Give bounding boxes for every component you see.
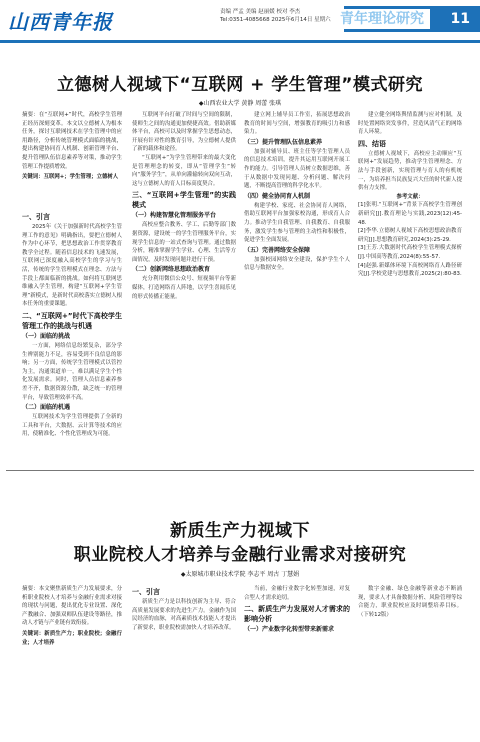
header-rule (0, 40, 480, 43)
section-heading: 一、引言 (22, 213, 50, 221)
article1-column-4 (358, 111, 462, 461)
section-heading: 二、“互联网+”时代下高校学生管理工作的挑战与机遇 (22, 311, 122, 330)
section-heading: 四、结语 (358, 139, 386, 148)
article1-abstract (22, 111, 122, 182)
subsection-heading: （一）产业数字化转型带来新需求 (244, 626, 335, 634)
paragraph: “互联网+”为学生管理带来的最大变化是管理理念的转变，即从“管理学生”转向“服务学生”，从单向灌输转向双向互动，这与立德树人的育人目标高度契合。 (132, 154, 236, 187)
article2-column-2 (132, 585, 236, 735)
references-heading: 参考文献： (396, 193, 424, 200)
paragraph: 2025年《关于加强新时代高校学生管理工作的意见》明确指出，要把立德树人作为中心环节，把思想政治工作贯穿教育教学全过程。随着信息技术的飞速发展，互联网已深度融入高校学生的学习与生活，传统的学生管理模式在理念、方法与手段上都面临新的挑战。如何将互联网思维融入学生管理，构建“互联网+学生管理”新模式，是新时代高校落实立德树人根本任务的重要课题。 (22, 224, 122, 308)
paragraph: 数字金融、绿色金融等新业态不断涌现，要求人才具备数据分析、风险管理等综合能力，职业院校应及时调整培养目标。（下转12版） (358, 586, 462, 618)
reference-item: [2]李华.立德树人视域下高校思想政治教育研究[J].思想教育研究,2024(3):25-29. (358, 228, 462, 243)
paragraph: 建立健全网络舆情监测与应对机制，及时处置网络突发事件，营造风清气正的网络育人环境。 (358, 112, 462, 136)
section-title: 青年理论研究 (336, 9, 430, 29)
paragraph: 当前，金融行业数字化转型加速，对复合型人才需求迫切。 (244, 586, 350, 601)
article2-column-3 (244, 585, 350, 735)
paragraph: 建立网上辅导员工作室，拓展思想政治教育的时间与空间，增强教育的吸引力和感染力。 (244, 112, 350, 136)
paragraph: 充分利用微信公众号、短视频平台等新媒体，打造网络育人阵地，以学生喜闻乐见的形式传播正能量。 (132, 276, 236, 300)
subsection-heading: （一）构建智慧化管理服务平台 (132, 212, 217, 220)
paragraph: 加强校园网络安全建设，保护学生个人信息与数据安全。 (244, 256, 350, 272)
subsection-heading: （一）面临的挑战 (22, 332, 71, 340)
article1-column-1 (22, 210, 122, 462)
keywords: 关键词：新质生产力；职业院校；金融行业；人才培养 (22, 630, 122, 646)
paragraph: 加强对辅导员、班主任等学生管理人员的信息技术培训，提升其运用互联网开展工作的能力。引导管理人员树立数据思维，善于从数据中发现问题、分析问题、解决问题，不断提高管理的科学化水平。 (244, 148, 350, 190)
article1-column-2 (132, 111, 236, 461)
article1-author: ◆山西农业大学 黄静 周蕾 张琪 (198, 100, 282, 107)
article2-column-4 (358, 585, 462, 735)
newspaper-logo: 山西青年报 (8, 10, 113, 34)
paragraph: 高校应整合教务、学工、后勤等部门数据资源，建设统一的学生管理服务平台，实现学生信息的一站式查询与管理。通过数据分析，精准掌握学生学业、心理、生活等方面情况，及时发现问题并进行干预。 (132, 222, 236, 263)
section-heading: 三、“互联网+学生管理”的实践模式 (132, 191, 236, 210)
keywords: 关键词：互联网+；学生管理；立德树人 (22, 174, 119, 181)
paragraph: 立德树人视域下，高校应主动顺应“互联网+”发展趋势，推动学生管理理念、方法与手段创新，实现管理与育人的有机统一，为培养担当民族复兴大任的时代新人提供有力支撑。 (358, 150, 462, 192)
page-number: 11 (450, 11, 470, 27)
paragraph: 互联网技术为学生管理提供了全新的工具和平台，大数据、云计算等技术的应用，使精准化、个性化管理成为可能。 (22, 414, 122, 438)
reference-item: [4]赵强.新媒体环境下高校网络育人路径研究[J].学校党建与思想教育,2025(2):80-83. (358, 262, 462, 278)
article1-title: 立德树人视域下“互联网 + 学生管理”模式研究 (57, 75, 423, 95)
reference-item: [1]张明.“互联网+”背景下高校学生管理创新研究[J].教育理论与实践,2023(12):45-48. (358, 202, 462, 226)
subsection-heading: （三）提升管理队伍信息素养 (244, 138, 323, 146)
contact-date-line: Tel:0351-4085668 2025年6月14日 星期六 (220, 17, 331, 23)
reference-item: [3]王芳.大数据时代高校学生管理模式探析[J].中国高等教育,2024(8):55-57. (358, 245, 462, 260)
abstract-text: 摘要：本文聚焦新质生产力发展要求，分析职业院校人才培养与金融行业需求对接的现状与问题，提出优化专业设置、深化产教融合、加强双师队伍建设等路径，推动人才链与产业链有效衔接。 (22, 586, 122, 627)
paragraph: 构建学校、家庭、社会协同育人网络，借助互联网平台加强家校沟通，形成育人合力。推动学生自我管理、自我教育、自我服务，激发学生参与管理的主动性和积极性，促进学生全面发展。 (244, 202, 350, 244)
section-heading: 一、引言 (132, 588, 160, 596)
article-divider (6, 470, 474, 471)
article2-abstract (22, 585, 122, 647)
editor-credits: 责编 严孟 美编 赵丽媛 校对 李杰 (220, 9, 301, 15)
article1-column-3 (244, 111, 350, 461)
subsection-heading: （五）完善网络安全保障 (244, 246, 311, 254)
subsection-heading: （四）健全协同育人机制 (244, 192, 311, 200)
article2-title-line1: 新质生产力视域下 (170, 521, 310, 541)
section-heading: 二、新质生产力发展对人才需求的影响分析 (244, 605, 350, 624)
masthead (0, 0, 480, 48)
paragraph: 新质生产力是以科技创新为主导、符合高质量发展要求的先进生产力。金融作为国民经济的血脉，对高素质技术技能人才提出了新要求，职业院校需加快人才培养改革。 (132, 599, 236, 631)
subsection-heading: （二）面临的机遇 (22, 404, 71, 412)
article2-author: ◆太原城市职业技术学院 李志平 周古 丁慧娟 (180, 571, 300, 578)
masthead-info (220, 8, 331, 24)
paragraph: 一方面，网络信息纷繁复杂，部分学生辨别能力不足，容易受到不良信息的影响；另一方面，传统学生管理模式以管控为主，沟通渠道单一，难以满足学生个性化发展需求。同时，管理人员信息素养参差不齐，数据资源分散，缺乏统一的管理平台，导致管理效率不高。 (22, 342, 122, 401)
paragraph: 互联网平台打破了时间与空间的限制，使师生之间的沟通更加便捷高效。借助新媒体平台，高校可以及时掌握学生思想动态，开展有针对性的教育引导，为立德树人提供了新的载体和途径。 (132, 112, 236, 153)
subsection-heading: （二）创新网络思想政治教育 (132, 266, 211, 274)
article2-title-line2: 职业院校人才培养与金融行业需求对接研究 (73, 545, 407, 565)
abstract-text: 摘要：在“互联网+”时代，高校学生管理正经历深刻变革。本文以立德树人为根本任务，探讨互联网技术在学生管理中的应用路径，分析传统管理模式面临的挑战，提出构建协同育人机制、创新管理平台、提升管理队伍信息素养等对策，推动学生管理工作提质增效。 (22, 112, 122, 170)
